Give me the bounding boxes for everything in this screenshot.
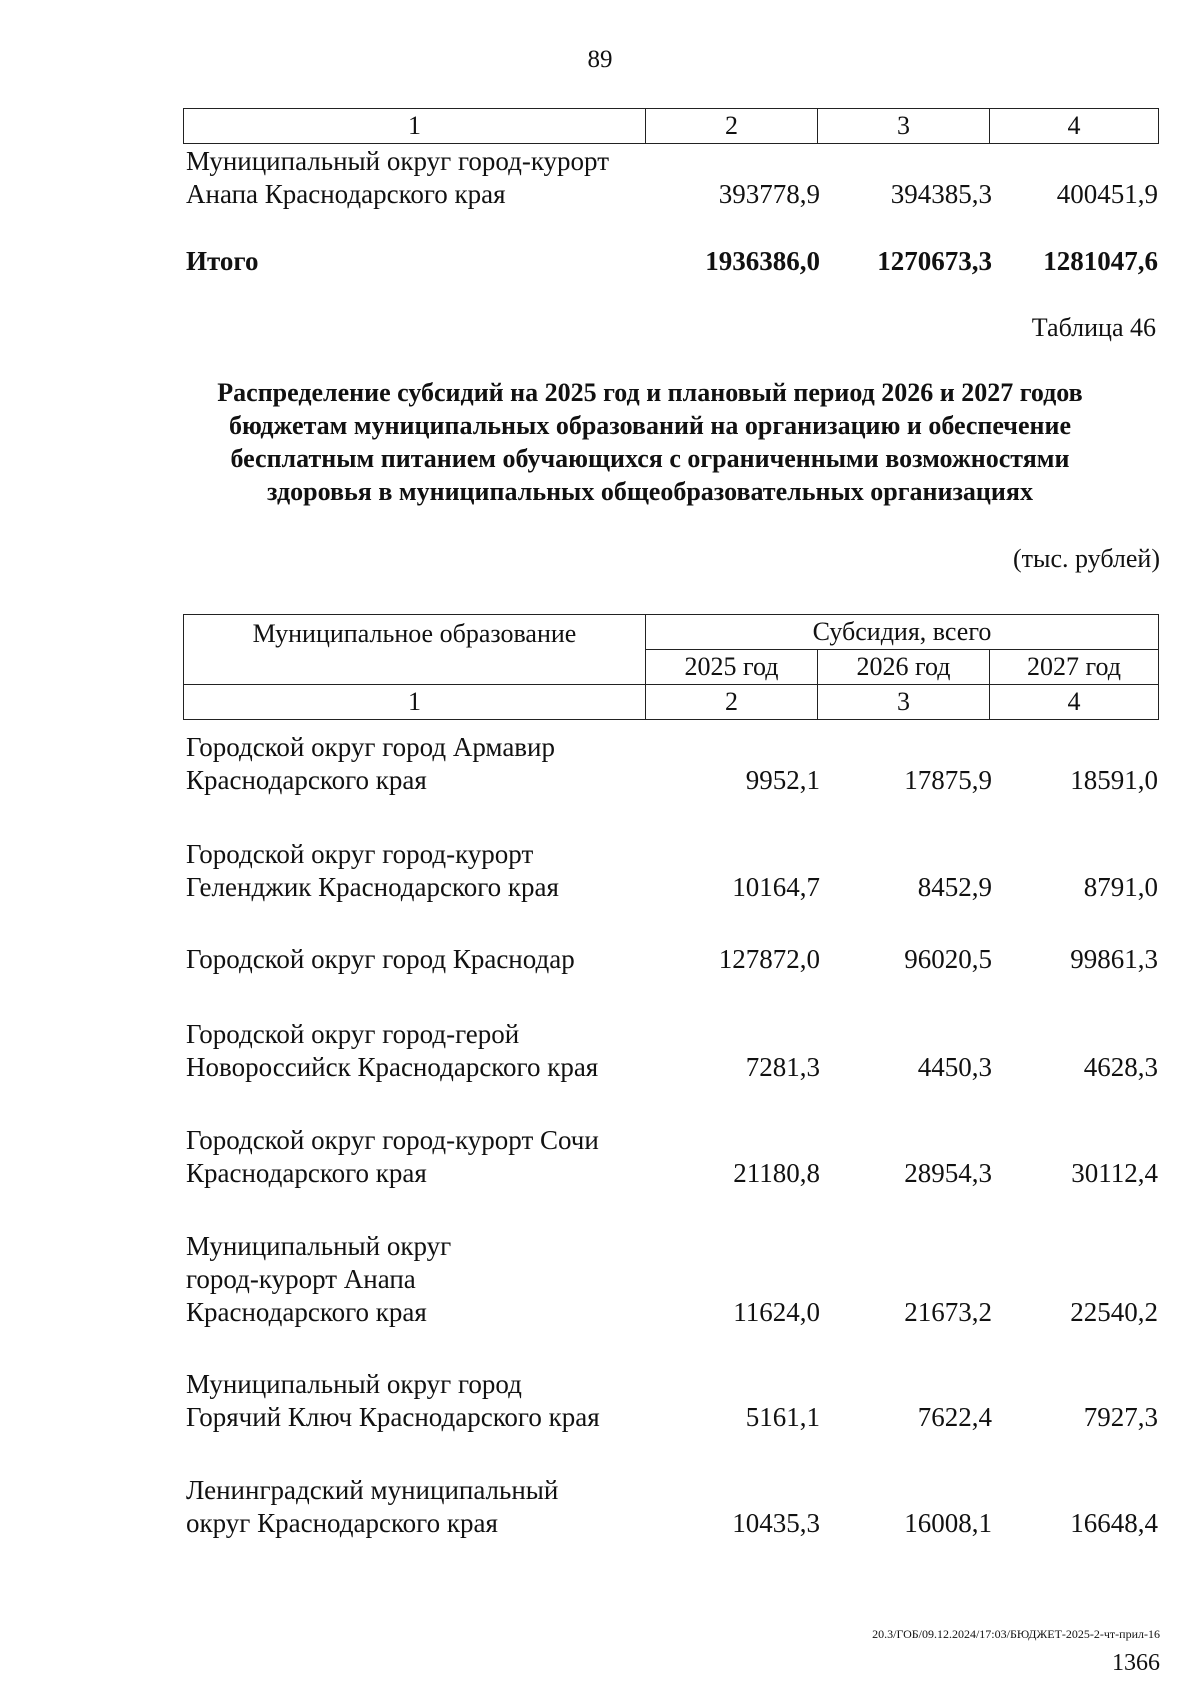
- table-label: Таблица 46: [1031, 313, 1156, 342]
- year-header-2025: 2025 год: [646, 650, 818, 685]
- main-table-header: [183, 614, 1159, 720]
- col-number-1: 1: [184, 109, 646, 144]
- municipality-name: Городской округ город Краснодар: [186, 944, 575, 974]
- municipality-name: Ленинградский муниципальный округ Краснодарского края: [186, 1475, 559, 1538]
- year-header-2027: 2027 год: [990, 650, 1159, 685]
- table-row: [186, 1474, 1158, 1540]
- col-number-4: 4: [990, 109, 1159, 144]
- page-number: 89: [587, 46, 613, 73]
- col-number-1: 1: [184, 685, 646, 720]
- value-2025: 7281,3: [745, 1052, 820, 1082]
- municipality-name: Городской округ город-герой Новороссийск Краснодарского края: [186, 1019, 599, 1082]
- table-row: [186, 731, 1158, 797]
- total-2027: 1281047,6: [1043, 246, 1158, 276]
- value-2027: 22540,2: [1070, 1297, 1158, 1327]
- col-number-2: 2: [646, 685, 818, 720]
- table-row: [186, 838, 1158, 904]
- value-2027: 400451,9: [1056, 179, 1158, 209]
- value-2025: 10164,7: [732, 872, 820, 902]
- total-2026: 1270673,3: [877, 246, 992, 276]
- value-2025: 5161,1: [745, 1402, 820, 1432]
- table-row: [186, 1230, 1158, 1329]
- value-2025: 10435,3: [732, 1508, 820, 1538]
- value-2027: 4628,3: [1083, 1052, 1158, 1082]
- value-2025: 11624,0: [733, 1297, 820, 1327]
- value-2026: 21673,2: [904, 1297, 992, 1327]
- units-label: (тыс. рублей): [1012, 544, 1160, 573]
- total-row: [186, 244, 1158, 278]
- value-2027: 8791,0: [1083, 872, 1158, 902]
- municipality-header: Муниципальное образование: [184, 615, 646, 685]
- municipality-name: Городской округ город Армавир Краснодарского края: [186, 732, 555, 795]
- value-2026: 16008,1: [904, 1508, 992, 1538]
- table-row: [186, 943, 1158, 976]
- value-2026: 4450,3: [917, 1052, 992, 1082]
- col-number-4: 4: [990, 685, 1159, 720]
- municipality-name: Городской округ город-курорт Сочи Краснодарского края: [186, 1125, 599, 1188]
- table-row: [186, 1368, 1158, 1434]
- value-2027: 7927,3: [1083, 1402, 1158, 1432]
- value-2025: 21180,8: [733, 1158, 820, 1188]
- value-2027: 99861,3: [1070, 944, 1158, 974]
- table-title: Распределение субсидий на 2025 год и плановый период 2026 и 2027 годов бюджетам муниципальных образований на организацию и обеспечение бесплатным питанием обучающихся с ограниченными возможностями здоровья в муниципальных общеобразовательных организациях: [217, 378, 1083, 506]
- footer-page-number: 1366: [1112, 1650, 1160, 1676]
- value-2025: 393778,9: [718, 179, 820, 209]
- top-table-header: [183, 108, 1159, 144]
- municipality-name: Муниципальный округ город-курорт Анапа Краснодарского края: [186, 1231, 452, 1327]
- value-2026: 8452,9: [917, 872, 992, 902]
- column-number-row: [184, 685, 1159, 720]
- municipality-name: Муниципальный округ город Горячий Ключ Краснодарского края: [186, 1369, 600, 1432]
- col-number-3: 3: [818, 685, 990, 720]
- column-number-row: [184, 109, 1159, 144]
- document-code: 20.3/ГОБ/09.12.2024/17:03/БЮДЖЕТ-2025-2-чт-прил-16: [872, 1627, 1160, 1641]
- value-2027: 16648,4: [1070, 1508, 1158, 1538]
- col-number-2: 2: [646, 109, 818, 144]
- table-row: [186, 143, 1158, 211]
- municipality-name: Городской округ город-курорт Геленджик Краснодарского края: [186, 839, 559, 902]
- value-2026: 17875,9: [904, 765, 992, 795]
- value-2025: 9952,1: [745, 765, 820, 795]
- municipality-name: Муниципальный округ город-курорт Анапа Краснодарского края: [186, 146, 609, 209]
- table-row: [186, 1018, 1158, 1084]
- value-2025: 127872,0: [718, 944, 820, 974]
- value-2026: 28954,3: [904, 1158, 992, 1188]
- value-2027: 18591,0: [1070, 765, 1158, 795]
- table-row: [186, 1124, 1158, 1190]
- value-2026: 96020,5: [904, 944, 992, 974]
- value-2027: 30112,4: [1071, 1158, 1158, 1188]
- col-number-3: 3: [818, 109, 990, 144]
- subsidy-total-header: Субсидия, всего: [646, 615, 1159, 650]
- year-header-2026: 2026 год: [818, 650, 990, 685]
- total-label: Итого: [186, 246, 259, 276]
- value-2026: 7622,4: [917, 1402, 992, 1432]
- value-2026: 394385,3: [890, 179, 992, 209]
- total-2025: 1936386,0: [705, 246, 820, 276]
